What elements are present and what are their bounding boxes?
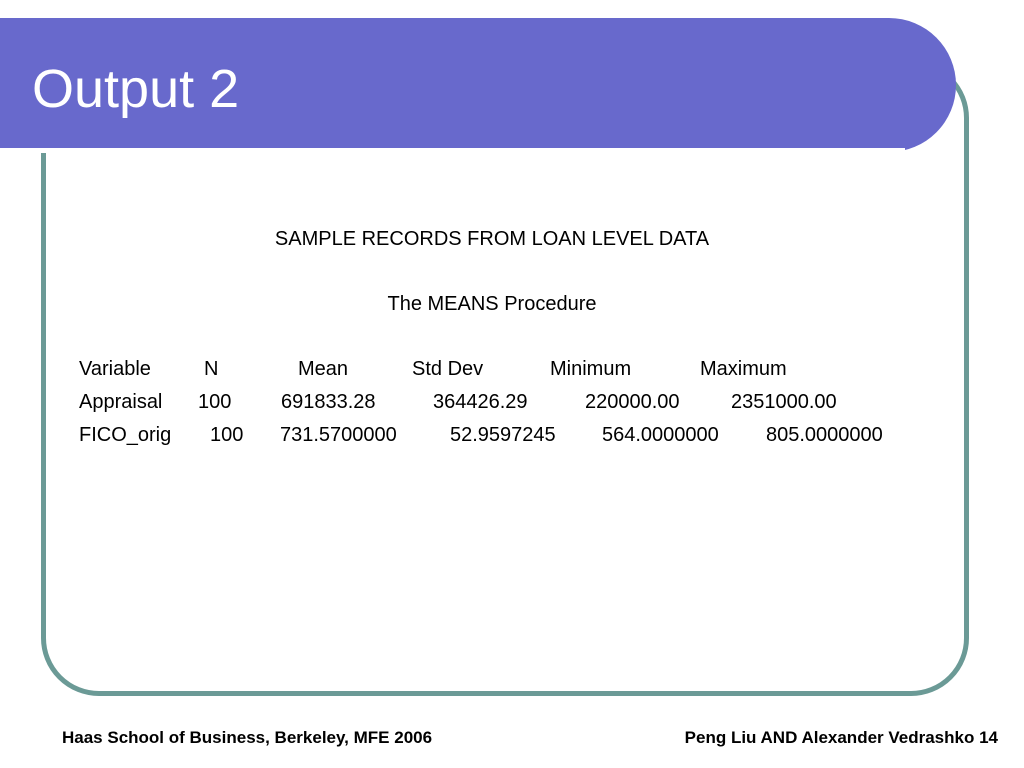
column-header-std-dev: Std Dev [412,358,484,380]
column-header-n: N [204,358,219,380]
cell-variable: FICO_orig [79,424,172,446]
table-row [0,391,1024,417]
cell-std-dev: 364426.29 [433,391,528,413]
cell-std-dev: 52.9597245 [450,424,556,446]
cell-minimum: 564.0000000 [602,424,719,446]
page-title: Output 2 [32,59,240,119]
procedure-name: The MEANS Procedure [387,293,597,315]
cell-maximum: 2351000.00 [731,391,837,413]
footer-left: Haas School of Business, Berkeley, MFE 2006 [62,728,433,747]
table-header-row [0,358,1024,384]
title-bar [0,18,956,152]
column-header-mean: Mean [298,358,349,380]
column-header-maximum: Maximum [700,358,787,380]
cell-n: 100 [210,424,244,446]
column-header-variable: Variable [79,358,151,380]
cell-mean: 731.5700000 [280,424,397,446]
column-header-minimum: Minimum [550,358,632,380]
report-title: SAMPLE RECORDS FROM LOAN LEVEL DATA [274,228,710,250]
cell-mean: 691833.28 [281,391,376,413]
footer-right: Peng Liu AND Alexander Vedrashko 14 [684,728,998,747]
cell-n: 100 [198,391,232,413]
table-row [0,424,1024,450]
cell-variable: Appraisal [79,391,163,413]
cell-minimum: 220000.00 [585,391,680,413]
cell-maximum: 805.0000000 [766,424,883,446]
title-underline [0,148,905,153]
